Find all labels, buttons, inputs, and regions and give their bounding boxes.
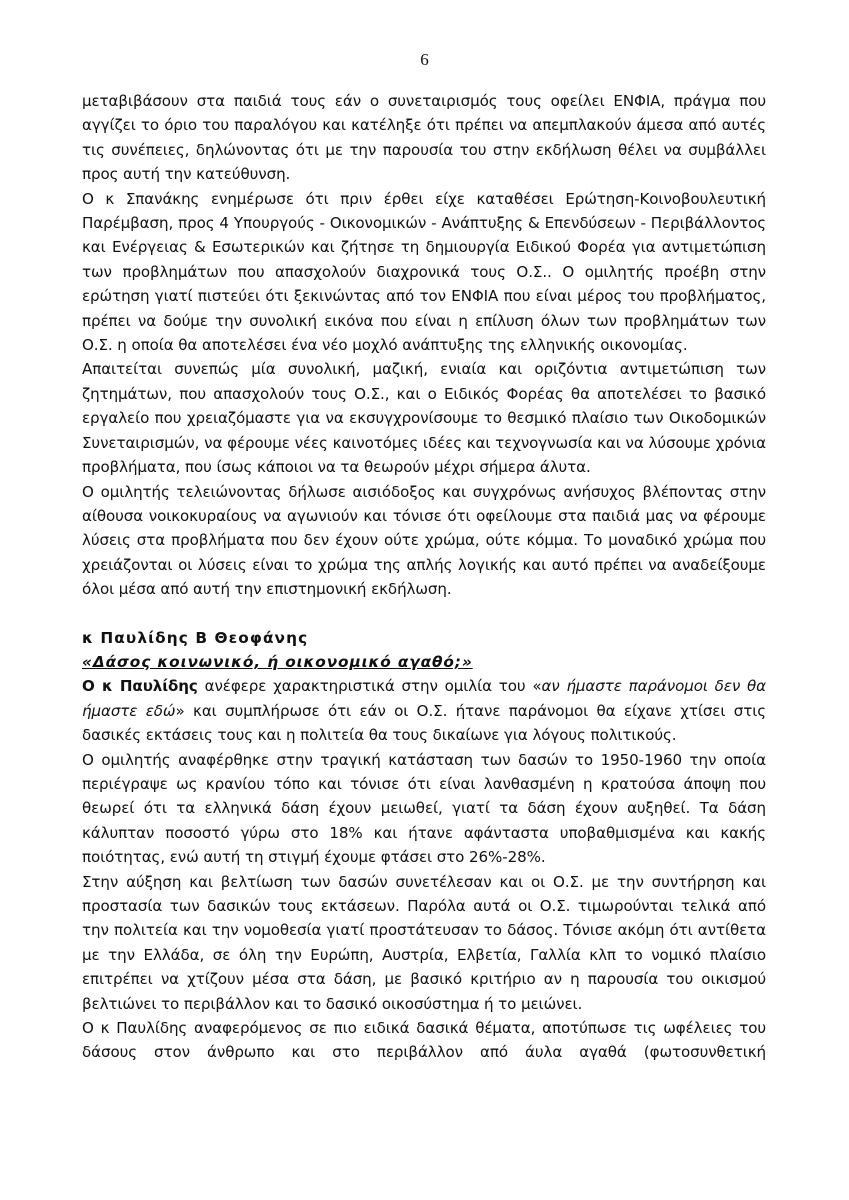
speaker-lead: Ο κ Παυλίδης [82, 677, 198, 696]
paragraph: Ο ομιλητής αναφέρθηκε στην τραγική κατάσταση των δασών το 1950-1960 την οποία περιέγραψε ως κρανίου τόπο και τόνισε ότι είναι λανθασμένη η κρατούσα άποψη που θεωρεί ότι τα ελληνικά δάση έχουν μειωθεί, γιατί τα δάση έχουν αυξηθεί. Τα δάση κάλυπταν ποσοστό γύρω στο 18% και ήτανε αφάνταστα υποβαθμισμένα και κακής ποιότητας, ενώ αυτή τη στιγμή έχουμε φτάσει στο 26%-28%. [82, 750, 766, 867]
speaker-name: κ Παυλίδης Β Θεοφάνης [82, 628, 309, 647]
paragraph-text: » και συμπλήρωσε ότι εάν οι Ο.Σ. ήτανε παράνομοι θα είχανε χτίσει στις δασικές εκτάσεις τους και η πολιτεία θα τους δικαίωνε για λόγους πολιτικούς. [82, 701, 767, 745]
paragraph: Ο ομιλητής τελειώνοντας δήλωσε αισιόδοξος και συγχρόνως ανήσυχος βλέποντας στην αίθουσα νοικοκυραίους να αγωνιούν και τόνισε ότι οφείλουμε στα παιδιά μας να φέρουμε λύσεις στα προβλήματα που δεν έχουν ούτε χρώμα, ούτε κόμμα. Το μοναδικό χρώμα που χρειάζονται οι λύσεις είναι το χρώμα της απλής λογικής και αυτό πρέπει να αναδείξουμε όλοι μέσα από αυτή την επιστημονική εκδήλωση. [82, 482, 766, 599]
paragraph-text: ανέφερε χαρακτηριστικά στην ομιλία του « [197, 677, 542, 696]
paragraph: Ο κ Παυλίδης αναφερόμενος σε πιο ειδικά δασικά θέματα, αποτύπωσε τις ωφέλειες του δάσους στον άνθρωπο και στο περιβάλλον από άυλα αγαθά (φωτοσυνθετική [82, 1019, 766, 1062]
paragraph: μεταβιβάσουν στα παιδιά τους εάν ο συνεταιρισμός τους οφείλει ΕΝΦΙΑ, πράγμα που αγγίζει το όριο του παραλόγου και κατέληξε ότι πρέπει να απεμπλακούν άμεσα από αυτές τις συνέπειες, δηλώνοντας ότι με την παρουσία του στην εκδήλωση θέλει να συμβάλλει προς αυτή την κατεύθυνση. [82, 92, 766, 184]
page-number: 6 [420, 50, 429, 69]
paragraph: Απαιτείται συνεπώς μία συνολική, μαζική, ενιαία και οριζόντια αντιμετώπιση των ζητημάτων, που απασχολούν τους Ο.Σ., και ο Ειδικός Φορέας θα αποτελέσει το βασικό εργαλείο που χρειαζόμαστε για να εκσυγχρονίσουμε το θεσμικό πλαίσιο των Οικοδομικών Συνεταιρισμών, να φέρουμε νέες καινοτόμες ιδέες και τεχνογνωσία και να λύσουμε χρόνια προβλήματα, που ίσως κάποιοι να τα θεωρούν μέχρι σήμερα άλυτα. [82, 360, 766, 477]
paragraph [82, 674, 766, 747]
quote-text: αν ήμαστε παράνομοι δεν θα ήμαστε εδώ [82, 677, 766, 720]
paragraph: Στην αύξηση και βελτίωση των δασών συνετέλεσαν και οι Ο.Σ. με την συντήρηση και προστασία των δασικών τους εκτάσεων. Παρόλα αυτά οι Ο.Σ. τιμωρούνται τελικά από την πολιτεία και την νομοθεσία γιατί προστάτευσαν το δάσος. Τόνισε ακόμη ότι αντίθετα με την Ελλάδα, σε όλη την Ευρώπη, Αυστρία, Ελβετία, Γαλλία κλπ το νομικό πλαίσιο επιτρέπει να χτίζουν μέσα στα δάση, με βασικό κριτήριο αν η παρουσία του οικισμού βελτιώνει το περιβάλλον και το δασικό οικοσύστημα ή το μειώνει. [82, 872, 766, 1013]
paragraph: Ο κ Σπανάκης ενημέρωσε ότι πριν έρθει είχε καταθέσει Ερώτηση-Κοινοβουλευτική Παρέμβαση, προς 4 Υπουργούς - Οικονομικών - Ανάπτυξης & Επενδύσεων - Περιβάλλοντος και Ενέργειας & Εσωτερικών και ζήτησε τη δημιουργία Ειδικού Φορέα για αντιμετώπιση των προβλημάτων που απασχολούν διαχρονικά τους Ο.Σ.. Ο ομιλητής προέβη στην ερώτηση γιατί πιστεύει ότι ξεκινώντας από τον ΕΝΦΙΑ που είναι μέρος του προβλήματος, πρέπει να δούμε την συνολική εικόνα που είναι η επίλυση όλων των προβλημάτων των Ο.Σ. η οποία θα αποτελέσει ένα νέο μοχλό ανάπτυξης της ελληνικής οικονομίας. [82, 189, 766, 355]
document-body [82, 89, 766, 1065]
talk-title: «Δάσος κοινωνικό, ή οικονομικό αγαθό;» [82, 652, 473, 671]
section-heading [82, 626, 766, 675]
